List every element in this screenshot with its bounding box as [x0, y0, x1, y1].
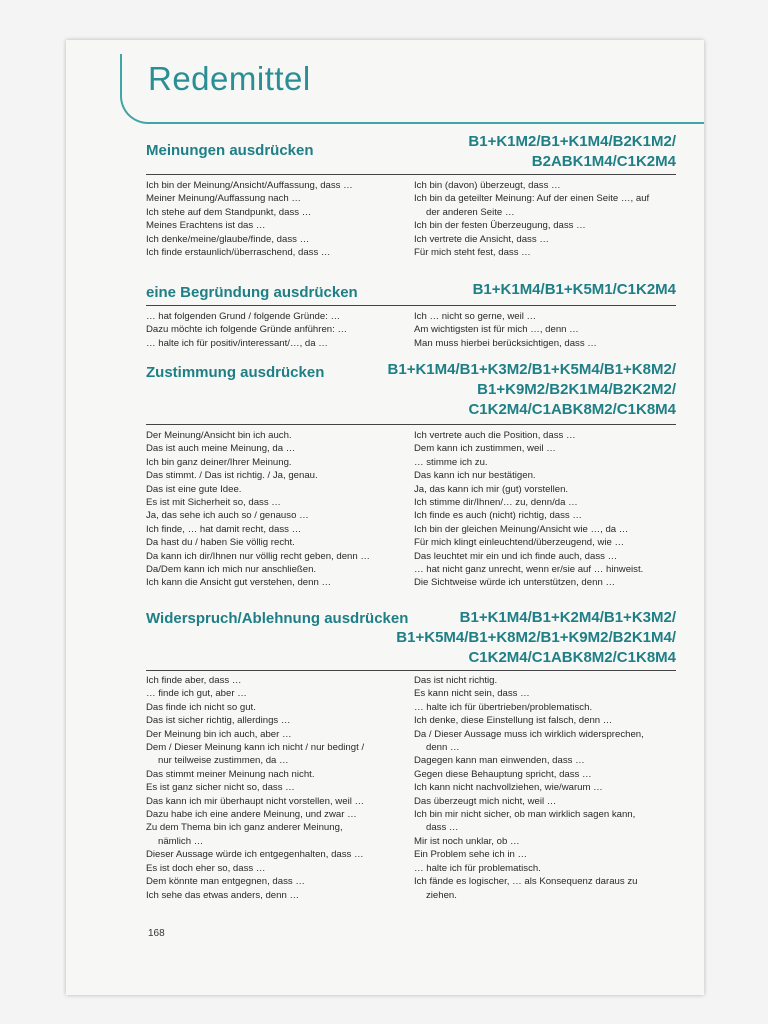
phrase: Das ist eine gute Idee. — [146, 483, 242, 495]
phrase: Ich stehe auf dem Standpunkt, dass … — [146, 206, 312, 218]
phrase: Ich finde, … hat damit recht, dass … — [146, 523, 302, 535]
phrase: Ich denke/meine/glaube/finde, dass … — [146, 233, 310, 245]
phrase: denn … — [426, 742, 460, 754]
phrase: Ein Problem sehe ich in … — [414, 849, 528, 861]
phrase: … halte ich für problematisch. — [414, 862, 541, 874]
phrase: Ich sehe das etwas anders, denn … — [146, 889, 300, 901]
phrase: Dazu möchte ich folgende Gründe anführen: … — [146, 324, 348, 336]
phrase: Für mich steht fest, dass … — [414, 247, 531, 259]
section-rule — [146, 305, 676, 306]
section-rule — [146, 424, 676, 425]
phrase: … halte ich für positiv/interessant/…, da … — [146, 337, 328, 349]
phrase: Ich bin (davon) überzeugt, dass … — [414, 180, 561, 191]
phrase: Der Meinung bin ich auch, aber … — [146, 728, 292, 740]
phrase: nämlich … — [158, 835, 204, 847]
phrase: Das überzeugt mich nicht, weil … — [414, 795, 557, 807]
code-line: C1K2M4/C1ABK8M2/C1K8M4 — [468, 401, 676, 418]
phrase: Meines Erachtens ist das … — [146, 220, 266, 232]
section-columns — [146, 674, 676, 902]
phrase: Dem / Dieser Meinung kann ich nicht / nur bedingt / — [146, 742, 365, 754]
section-title: Zustimmung ausdrücken — [146, 364, 325, 381]
code-line: B1+K9M2/B2K1M4/B2K2M2/ — [477, 381, 676, 398]
phrase: ziehen. — [426, 889, 457, 901]
page-title: Redemittel — [148, 60, 311, 97]
phrase: Ich finde es auch (nicht) richtig, dass … — [414, 510, 582, 522]
phrase: Ich bin der festen Überzeugung, dass … — [414, 220, 586, 232]
phrase: Ich stimme dir/Ihnen/… zu, denn/da … — [414, 497, 578, 509]
right-column — [408, 429, 676, 590]
left-column — [146, 179, 408, 259]
right-column — [408, 674, 676, 902]
code-line: B1+K1M2/B1+K1M4/B2K1M2/ — [468, 133, 676, 150]
phrase: Ja, das kann ich mir (gut) vorstellen. — [414, 483, 569, 495]
phrase: … hat nicht ganz unrecht, wenn er/sie auf … hinweist. — [414, 564, 644, 576]
phrase: Meiner Meinung/Auffassung nach … — [146, 193, 302, 205]
code-line: B2ABK1M4/C1K2M4 — [531, 153, 676, 170]
section-title: eine Begründung ausdrücken — [146, 284, 358, 301]
phrase: Ich kann nicht nachvollziehen, wie/warum … — [414, 782, 603, 794]
phrase: Das ist sicher richtig, allerdings … — [146, 715, 291, 727]
code-line: B1+K5M4/B1+K8M2/B1+K9M2/B2K1M4/ — [396, 629, 676, 646]
section-codes — [468, 132, 676, 172]
phrase: Ich vertrete die Ansicht, dass … — [414, 233, 549, 245]
section-rule — [146, 174, 676, 175]
phrase: Da hast du / haben Sie völlig recht. — [146, 537, 295, 549]
phrase: Dazu habe ich eine andere Meinung, und zwar … — [146, 809, 357, 821]
code-line: B1+K1M4/B1+K5M1/C1K2M4 — [472, 281, 676, 298]
section-codes — [388, 360, 676, 420]
phrase: Ich bin der Meinung/Ansicht/Auffassung, dass … — [146, 180, 353, 191]
phrase: Es kann nicht sein, dass … — [414, 688, 530, 700]
code-line: C1K2M4/C1ABK8M2/C1K8M4 — [468, 649, 676, 666]
section-columns — [146, 310, 676, 350]
phrase: Man muss hierbei berücksichtigen, dass … — [414, 337, 597, 349]
phrase: … hat folgenden Grund / folgende Gründe: … — [146, 311, 341, 322]
phrase: Ich denke, diese Einstellung ist falsch, denn … — [414, 715, 613, 727]
phrase: Am wichtigsten ist für mich …, denn … — [414, 324, 579, 336]
page-number: 168 — [148, 928, 165, 939]
phrase: Gegen diese Behauptung spricht, dass … — [414, 768, 592, 780]
phrase: Ich vertrete auch die Position, dass … — [414, 430, 576, 441]
phrase: Da kann ich dir/Ihnen nur völlig recht geben, denn … — [146, 550, 370, 562]
phrase: Das kann ich nur bestätigen. — [414, 470, 536, 482]
section-columns — [146, 429, 676, 590]
phrase: Ich fände es logischer, … als Konsequenz daraus zu — [414, 876, 638, 888]
phrase: Dagegen kann man einwenden, dass … — [414, 755, 585, 767]
phrase: Ich bin mir nicht sicher, ob man wirklich sagen kann, — [414, 809, 636, 821]
phrase: Ich … nicht so gerne, weil … — [414, 311, 537, 322]
phrase: Der Meinung/Ansicht bin ich auch. — [146, 430, 292, 441]
phrase: Mir ist noch unklar, ob … — [414, 835, 520, 847]
phrase: Die Sichtweise würde ich unterstützen, denn … — [414, 577, 616, 589]
phrase: … finde ich gut, aber … — [146, 688, 247, 700]
phrase: Das ist nicht richtig. — [414, 675, 498, 686]
phrase: Es ist mit Sicherheit so, dass … — [146, 497, 281, 509]
code-line: B1+K1M4/B1+K2M4/B1+K3M2/ — [459, 609, 676, 626]
section-codes — [396, 608, 676, 668]
phrase: Ja, das sehe ich auch so / genauso … — [146, 510, 309, 522]
section-title: Widerspruch/Ablehnung ausdrücken — [146, 610, 409, 627]
phrase: … halte ich für übertrieben/problematisch. — [414, 701, 593, 713]
phrase: Dem kann ich zustimmen, weil … — [414, 443, 556, 455]
phrase: Dieser Aussage würde ich entgegenhalten, dass … — [146, 849, 364, 861]
textbook-page — [66, 40, 704, 995]
section-rule — [146, 670, 676, 671]
phrase: Das leuchtet mir ein und ich finde auch, dass … — [414, 550, 618, 562]
phrase: Ich kann die Ansicht gut verstehen, denn … — [146, 577, 332, 589]
left-column — [146, 310, 408, 350]
phrase: Es ist ganz sicher nicht so, dass … — [146, 782, 295, 794]
phrase: Das stimmt. / Das ist richtig. / Ja, genau. — [146, 470, 318, 482]
phrase: nur teilweise zustimmen, da … — [158, 755, 289, 767]
left-column — [146, 429, 408, 590]
phrase: Zu dem Thema bin ich ganz anderer Meinung, — [146, 822, 343, 834]
phrase: Ich bin ganz deiner/Ihrer Meinung. — [146, 456, 292, 468]
phrase: Das kann ich mir überhaupt nicht vorstellen, weil … — [146, 795, 365, 807]
code-line: B1+K1M4/B1+K3M2/B1+K5M4/B1+K8M2/ — [387, 361, 676, 378]
phrase: dass … — [426, 822, 459, 834]
right-column — [408, 310, 676, 350]
phrase: … stimme ich zu. — [414, 456, 488, 468]
phrase: Ich bin der gleichen Meinung/Ansicht wie …, da … — [414, 523, 629, 535]
phrase: Das stimmt meiner Meinung nach nicht. — [146, 768, 315, 780]
right-column — [408, 179, 676, 259]
phrase: Für mich klingt einleuchtend/überzeugend, wie … — [414, 537, 625, 549]
phrase: Dem könnte man entgegnen, dass … — [146, 876, 305, 888]
section-title: Meinungen ausdrücken — [146, 142, 314, 159]
phrase: Da/Dem kann ich mich nur anschließen. — [146, 564, 317, 576]
section-codes — [473, 280, 676, 300]
phrase: Ich finde erstaunlich/überraschend, dass … — [146, 247, 331, 259]
phrase: Ich bin da geteilter Meinung: Auf der einen Seite …, auf — [414, 193, 650, 205]
phrase: Das finde ich nicht so gut. — [146, 701, 256, 713]
left-column — [146, 674, 408, 902]
phrase: Ich finde aber, dass … — [146, 675, 242, 686]
section-columns — [146, 179, 676, 259]
phrase: Es ist doch eher so, dass … — [146, 862, 266, 874]
phrase: Da / Dieser Aussage muss ich wirklich widersprechen, — [414, 728, 644, 740]
phrase: der anderen Seite … — [426, 206, 515, 218]
phrase: Das ist auch meine Meinung, da … — [146, 443, 296, 455]
